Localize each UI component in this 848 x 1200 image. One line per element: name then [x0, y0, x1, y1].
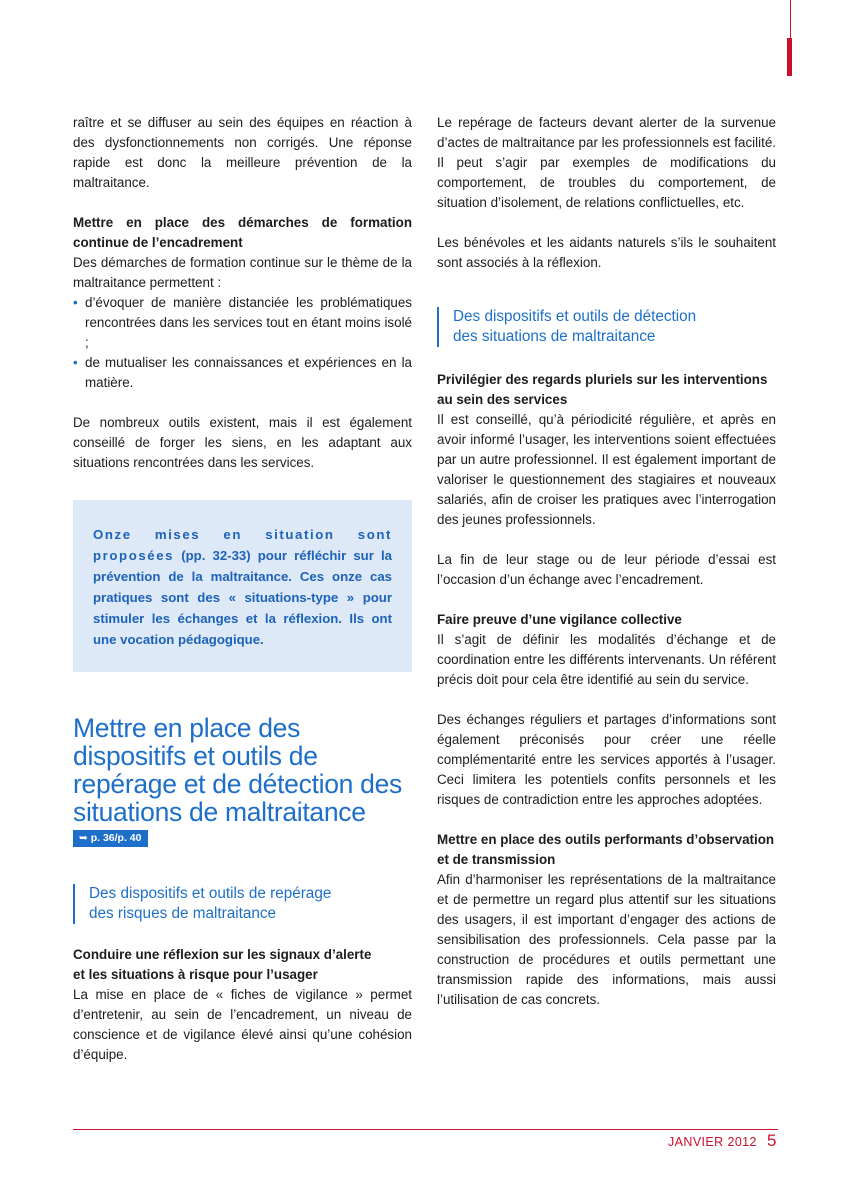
footer-rule	[73, 1129, 778, 1130]
callout-lead: Onze mises en situation sont proposées	[93, 527, 392, 563]
callout-rest: (pp. 32-33) pour réfléchir sur la prévention de la maltraitance. Ces onze cas pratiques sont des « situations-type » pour stimuler les échanges et la réflexion. Ils ont une vocation pédagogique.	[93, 548, 392, 647]
bullet-icon: •	[73, 355, 78, 370]
training-heading: Mettre en place des démarches de formation continue de l’encadrement	[73, 215, 412, 250]
plural-paragraph: Il est conseillé, qu’à périodicité régulière, et après en avoir informé l’usager, les interventions soient effectuées par un autre professionnel. Il est également important de valoriser le questionnement des stagiaires et nouveaux salariés, afin de croiser les pratiques avec l’interrogation des jeunes professionnels.	[437, 412, 776, 527]
reflection-paragraph: La mise en place de « fiches de vigilance » permet d’entretenir, au sein de l’encadrement, un niveau de conscience et de vigilance élevé ainsi qu’une cohésion d’équipe.	[73, 987, 412, 1062]
observation-heading: Mettre en place des outils performants d’observation et de transmission	[437, 832, 775, 867]
list-item: • de mutualiser les connaissances et expériences en la matière.	[73, 355, 412, 390]
left-column	[73, 113, 412, 1065]
vigilance-paragraph: Il s’agit de définir les modalités d’échange et de coordination entre les différents intervenants. Un référent précis doit pour cela être identifié au sein du service.	[437, 632, 776, 687]
callout-box	[73, 500, 412, 672]
corner-tab	[787, 38, 792, 76]
tools-paragraph: De nombreux outils existent, mais il est également conseillé de forger les siens, en les adaptant aux situations rencontrées dans les services.	[73, 415, 412, 470]
page-reference-tag: ➥ p. 36/p. 40	[73, 830, 148, 847]
internship-paragraph: La fin de leur stage ou de leur période d’essai est l’occasion d’un échange avec l’encadrement.	[437, 552, 776, 587]
left-intro-paragraph: raître et se diffuser au sein des équipes en réaction à des dysfonctionnements non corrigés. Une réponse rapide est donc la meilleure prévention de la maltraitance.	[73, 115, 412, 190]
bullet-icon: •	[73, 295, 78, 310]
subsection-bar	[73, 884, 75, 924]
subsection-bar	[437, 307, 439, 347]
volunteers-paragraph: Les bénévoles et les aidants naturels s’ils le souhaitent sont associés à la réflexion.	[437, 235, 776, 270]
section-title: Mettre en place des dispositifs et outils de repérage et de détection des situations de maltraitance	[73, 713, 402, 827]
right-intro-paragraph: Le repérage de facteurs devant alerter de la survenue d’actes de maltraitance par les professionnels est facilité. Il peut s’agir par exemples de modifications du comportement, de troubles du comportement, de situation d’isolement, de relations conflictuelles, etc.	[437, 115, 776, 210]
plural-heading: Privilégier des regards pluriels sur les interventions au sein des services	[437, 372, 768, 407]
training-bullet-list	[73, 293, 412, 393]
list-item: • d’évoquer de manière distanciée les problématiques rencontrées dans les services tout en étant moins isolé ;	[73, 295, 412, 350]
exchanges-paragraph: Des échanges réguliers et partages d’informations sont également préconisés pour créer une réelle complémentarité entre les services apportés à l’usager. Ceci limitera les potentiels confits personnels et les risques de contradiction entre les approches adoptées.	[437, 712, 776, 807]
reflection-heading: Conduire une réflexion sur les signaux d’alerte et les situations à risque pour l’usager	[73, 947, 372, 982]
subsection-title-detection: Des dispositifs et outils de détection des situations de maltraitance	[437, 307, 776, 347]
callout-text	[93, 524, 392, 650]
observation-paragraph: Afin d’harmoniser les représentations de la maltraitance et de permettre un regard plus attentif sur les situations des usagers, il est important d’engager des actions de sensibilisation des professionnels. Cela passe par la construction de procédures et outils permettant une transmission rapide des informations, mais aussi l’utilisation de cas concrets.	[437, 872, 776, 1007]
vigilance-heading: Faire preuve d’une vigilance collective	[437, 612, 682, 627]
right-column	[437, 113, 776, 1010]
subsection-title-reperage: Des dispositifs et outils de repérage des risques de maltraitance	[73, 884, 412, 924]
page-number: 5	[767, 1131, 777, 1150]
training-paragraph: Des démarches de formation continue sur le thème de la maltraitance permettent :	[73, 255, 412, 290]
footer-date: JANVIER 2012	[668, 1135, 757, 1149]
